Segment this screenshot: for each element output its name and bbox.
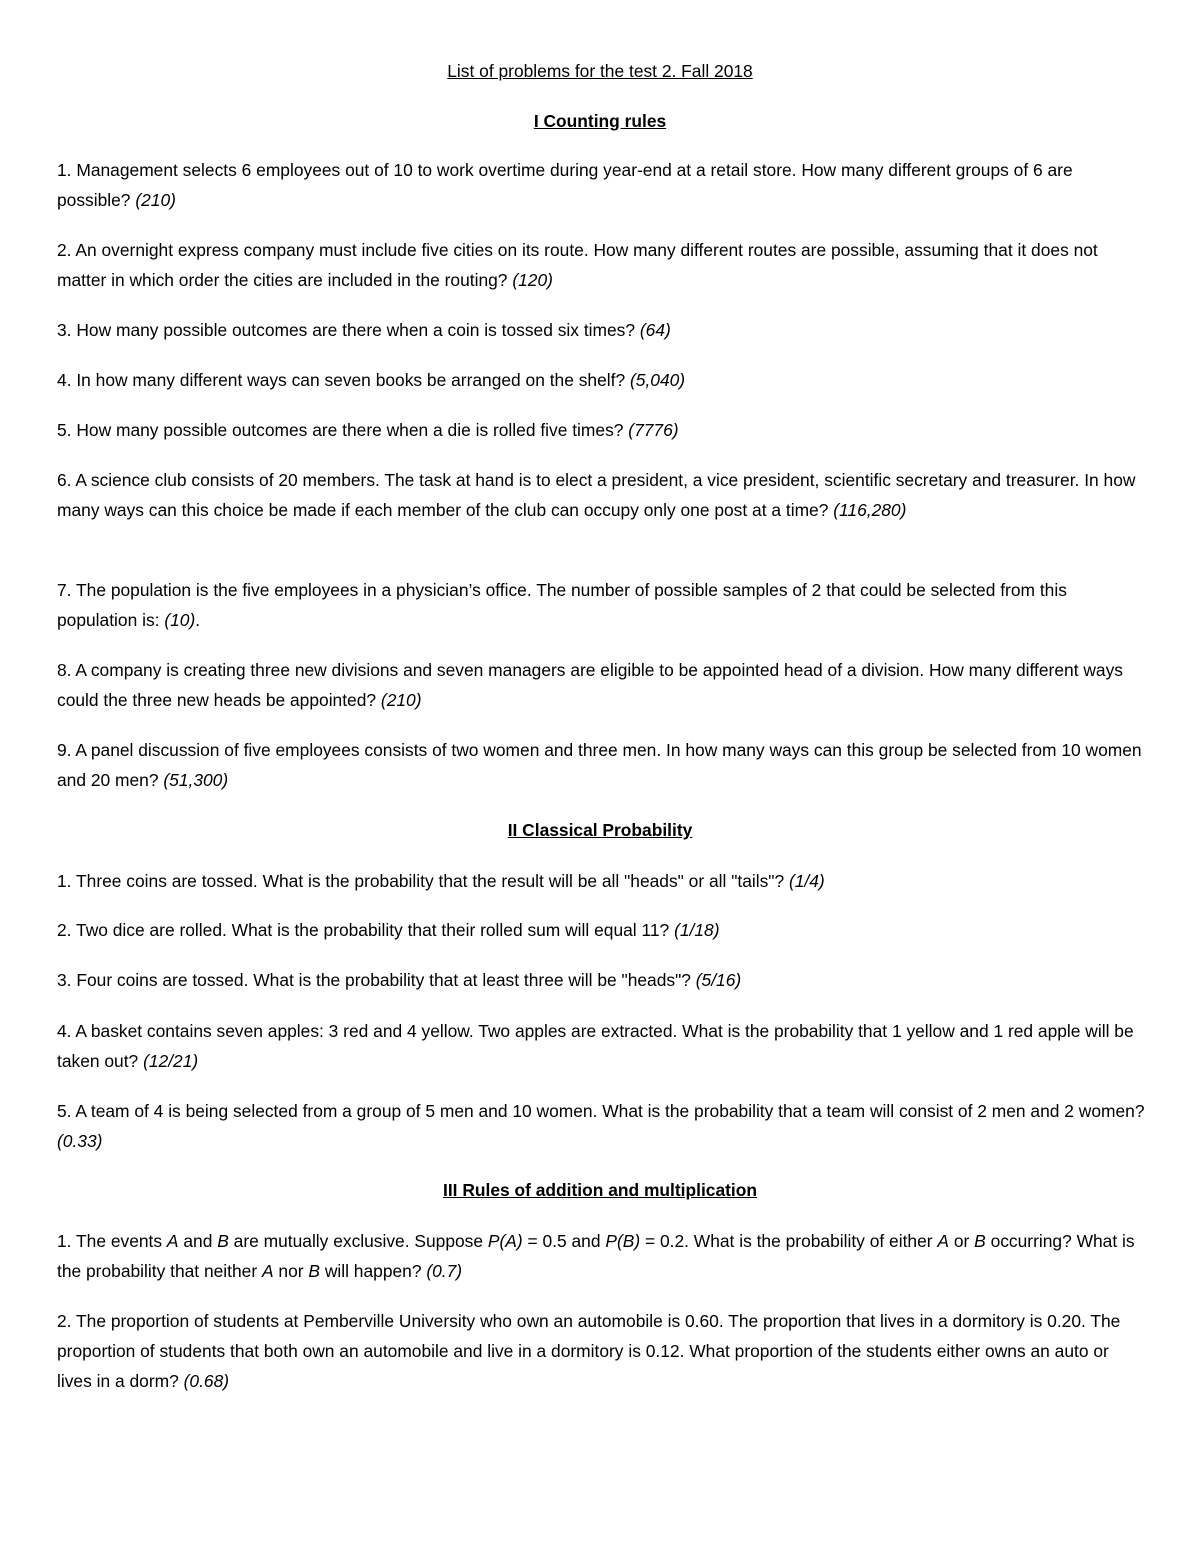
problem-text: or — [948, 1231, 975, 1251]
problem-text: In how many different ways can seven books be arranged on the shelf? — [71, 370, 630, 390]
problem-i-7 — [57, 575, 1147, 635]
event-b: B — [308, 1261, 320, 1281]
problem-ii-3 — [57, 965, 1147, 995]
problem-number: 1. — [57, 1231, 72, 1251]
event-a: A — [166, 1231, 179, 1251]
problem-answer: (51,300) — [163, 770, 229, 790]
problem-answer: (1/18) — [674, 920, 720, 940]
problem-i-9 — [57, 735, 1147, 795]
problem-text: Three coins are tossed. What is the probability that the result will be all "heads" or all "tails"? — [71, 871, 789, 891]
problem-iii-2 — [57, 1306, 1147, 1396]
problem-number: 5. — [57, 420, 72, 440]
event-b: B — [217, 1231, 229, 1251]
problem-text: A team of 4 is being selected from a group of 5 men and 10 women. What is the probability that a team will consist of 2 men and 2 women? — [71, 1101, 1145, 1121]
problem-number: 7. — [57, 580, 72, 600]
problem-answer: (12/21) — [143, 1051, 199, 1071]
problem-number: 2. — [57, 240, 72, 260]
problem-number: 8. — [57, 660, 72, 680]
problem-answer: (1/4) — [788, 871, 825, 891]
problem-i-8 — [57, 655, 1147, 715]
problem-text: A panel discussion of five employees consists of two women and three men. In how many ways can this group be selected from 10 women and 20 men? — [57, 740, 1142, 790]
problem-ii-5 — [57, 1096, 1147, 1156]
problem-i-5 — [57, 415, 1147, 445]
problem-number: 1. — [57, 160, 72, 180]
problem-text: and — [178, 1231, 218, 1251]
problem-text: nor — [273, 1261, 309, 1281]
problem-answer: (5,040) — [629, 370, 686, 390]
problem-ii-4 — [57, 1016, 1147, 1076]
problem-number: 3. — [57, 970, 72, 990]
problem-ii-1 — [57, 866, 1147, 896]
section-heading-classical-probability: II Classical Probability — [507, 820, 693, 840]
problem-text: = 0.2. What is the probability of either — [640, 1231, 938, 1251]
problem-text: A science club consists of 20 members. The task at hand is to elect a president, a vice president, scientific secretary and treasurer. In how many ways can this choice be made if each member of the club can occupy only one post at a time? — [57, 470, 1136, 520]
problem-text: The events — [71, 1231, 167, 1251]
problem-i-3 — [57, 315, 1147, 345]
problem-answer: (5/16) — [695, 970, 742, 990]
problem-number: 1. — [57, 871, 72, 891]
problem-text: occurring? What is the probability that neither — [57, 1231, 1135, 1281]
event-b: B — [974, 1231, 986, 1251]
problem-text: Two dice are rolled. What is the probability that their rolled sum will equal 11? — [71, 920, 675, 940]
problem-ii-2 — [57, 915, 1147, 945]
problem-answer: (7776) — [628, 420, 679, 440]
problem-text: The population is the five employees in a physician’s office. The number of possible samples of 2 that could be selected from this population is: — [57, 580, 1067, 630]
problem-number: 3. — [57, 320, 72, 340]
problem-text: Management selects 6 employees out of 10 to work overtime during year-end at a retail store. How many different groups of 6 are possible? — [57, 160, 1073, 210]
problem-number: 5. — [57, 1101, 72, 1121]
problem-number: 4. — [57, 1021, 72, 1041]
problem-answer: (116,280) — [833, 500, 907, 520]
event-a: A — [937, 1231, 949, 1251]
problem-answer: (210) — [135, 190, 176, 210]
problem-i-1 — [57, 155, 1147, 215]
problem-number: 2. — [57, 920, 72, 940]
problem-number: 2. — [57, 1311, 72, 1331]
probability-a: P(A) — [487, 1231, 523, 1251]
problem-text: Four coins are tossed. What is the probability that at least three will be "heads"? — [71, 970, 696, 990]
problem-text: = 0.5 and — [522, 1231, 606, 1251]
problem-tail: . — [195, 610, 201, 630]
problem-answer: (10) — [164, 610, 196, 630]
problem-text: A company is creating three new divisions and seven managers are eligible to be appointed head of a division. How many different ways could the three new heads be appointed? — [57, 660, 1123, 710]
problem-iii-1 — [57, 1226, 1147, 1286]
probability-b: P(B) — [605, 1231, 641, 1251]
event-a: A — [261, 1261, 274, 1281]
problem-answer: (0.7) — [426, 1261, 463, 1281]
problem-text: The proportion of students at Pemberville University who own an automobile is 0.60. The proportion that lives in a dormitory is 0.20. The proportion of students that both own an automobile and live in a dormitory is 0.12. What proportion of the students either owns an auto or lives in a dorm? — [57, 1311, 1121, 1391]
problem-i-2 — [57, 235, 1147, 295]
problem-number: 9. — [57, 740, 72, 760]
problem-i-4 — [57, 365, 1147, 395]
problem-text: are mutually exclusive. Suppose — [228, 1231, 488, 1251]
problem-text: A basket contains seven apples: 3 red and 4 yellow. Two apples are extracted. What is the probability that 1 yellow and 1 red apple will be taken out? — [57, 1021, 1134, 1071]
problem-text: An overnight express company must include five cities on its route. How many different routes are possible, assuming that it does not matter in which order the cities are included in the routing? — [57, 240, 1098, 290]
problem-answer: (0.33) — [57, 1131, 103, 1151]
document-title: List of problems for the test 2. Fall 2018 — [447, 61, 753, 81]
problem-answer: (120) — [512, 270, 553, 290]
problem-answer: (210) — [380, 690, 422, 710]
problem-number: 4. — [57, 370, 72, 390]
problem-text: How many possible outcomes are there when a coin is tossed six times? — [71, 320, 640, 340]
problem-number: 6. — [57, 470, 72, 490]
problem-text: How many possible outcomes are there when a die is rolled five times? — [71, 420, 629, 440]
problem-answer: (0.68) — [183, 1371, 230, 1391]
problem-answer: (64) — [639, 320, 671, 340]
problem-i-6 — [57, 465, 1147, 525]
section-heading-addition-multiplication: III Rules of addition and multiplication — [443, 1180, 757, 1200]
problem-text: will happen? — [319, 1261, 427, 1281]
section-heading-counting-rules: I Counting rules — [533, 111, 667, 131]
